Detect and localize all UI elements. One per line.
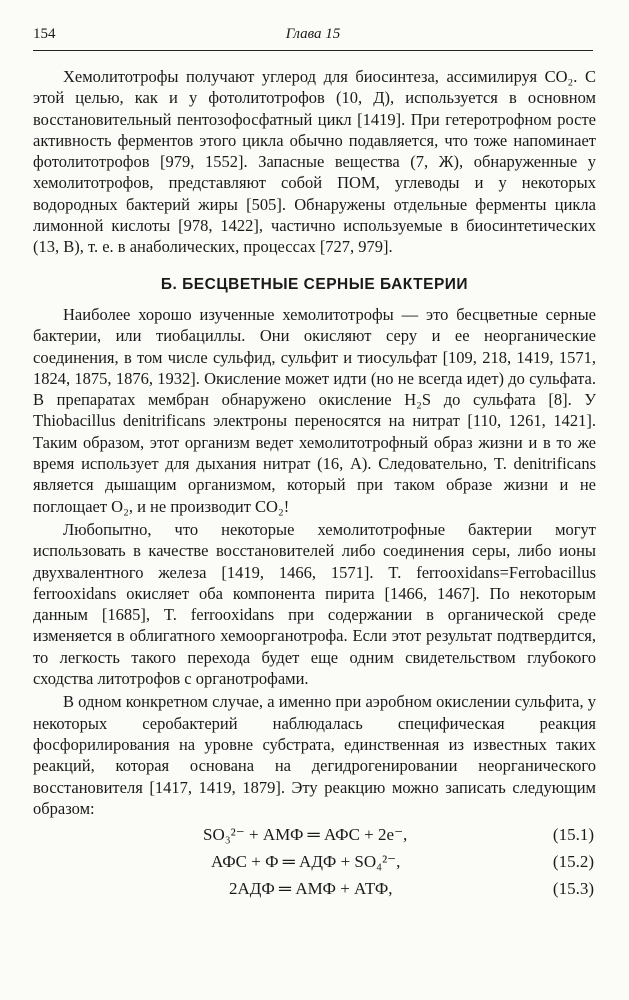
equation-number: (15.3) [552, 879, 594, 899]
equation-row [33, 875, 596, 902]
paragraph-chemolithotrophs-carbon: Хемолитотрофы получают углерод для биосинтеза, ассимилируя CO₂. С этой целью, как и у фотолитотрофов (10, Д), используется в основном восстановительный пентозофосфатный цикл [1419]. При гетеротрофном росте активность ферментов этого цикла обычно подавляется, что тоже напоминает фотолитотрофов [979, 1552]. Запасные вещества (7, Ж), обнаруженные у хемолитотрофов, представляют собой ПОМ, углеводы и у некоторых водородных бактерий жиры [505]. Обнаружены отдельные ферменты цикла лимонной кислоты [978, 1422], частично используемые в биосинтетических (13, B), т. е. в анаболических, процессах [727, 979]. [33, 67, 596, 257]
header-rule [33, 50, 593, 51]
equation-row [33, 848, 596, 875]
equation-block [33, 821, 596, 902]
running-head: Глава 15 [285, 26, 341, 42]
equation-row [33, 821, 596, 848]
equation-expression: 2АДФ ═ АМФ + АТФ, [229, 879, 393, 899]
section-heading: Б. БЕСЦВЕТНЫЕ СЕРНЫЕ БАКТЕРИИ [160, 275, 469, 293]
equation-number: (15.1) [552, 825, 594, 845]
page-body [33, 66, 596, 902]
paragraph-sulfite-oxidation: В одном конкретном случае, а именно при аэробном окислении сульфита, у некоторых серобактерий наблюдалась специфическая реакция фосфорилирования на уровне субстрата, единственная из известных таких реакций, которая основана на дегидрогенировании неорганического восстановителя [1417, 1419, 1879]. Эту реакцию можно записать следующим образом: [33, 692, 596, 818]
equation-expression: АФС + Ф ═ АДФ + SO₄²⁻, [211, 852, 401, 872]
paragraph-colorless-sulfur-bacteria: Наиболее хорошо изученные хемолитотрофы — это бесцветные серные бактерии, или тиобациллы. Они окисляют серу и ее неорганические соединения, в том числе сульфид, сульфит и тиосульфат [109, 218, 1419, 1571, 1824, 1875, 1876, 1932]. Окисление может идти (но не всегда идет) до сульфата. В препаратах мембран обнаружено окисление H₂S до сульфата [8]. У Thiobacillus denitrificans электроны переносятся на нитрат [110, 1261, 1421]. Таким образом, этот организм ведет хемолитотрофный образ жизни и в то же время использует для дыхания нитрат (16, A). Следовательно, T. denitrificans является дышащим организмом, который при таком образе жизни и не поглощает O₂, и не производит CO₂! [33, 304, 596, 516]
page-number: 154 [33, 26, 56, 42]
paragraph-iron-and-sulfur: Любопытно, что некоторые хемолитотрофные бактерии могут использовать в качестве восстановителей либо соединения серы, либо ионы двухвалентного железа [1419, 1466, 1571]. T. ferrooxidans=Ferrobacillus ferrooxidans окисляет оба компонента пирита [1466, 1467]. По некоторым данным [1685], T. ferrooxidans при содержании в органической среде изменяется в облигатного хемоорганотрофа. Если этот результат подтвердится, то легкость такого перехода будет еще одним свидетельством глубокого сходства литотрофов с органотрофами. [33, 519, 596, 689]
equation-number: (15.2) [552, 852, 594, 872]
equation-expression: SO₃²⁻ + АМФ ═ АФС + 2e⁻, [203, 825, 408, 845]
page-header [33, 26, 593, 52]
